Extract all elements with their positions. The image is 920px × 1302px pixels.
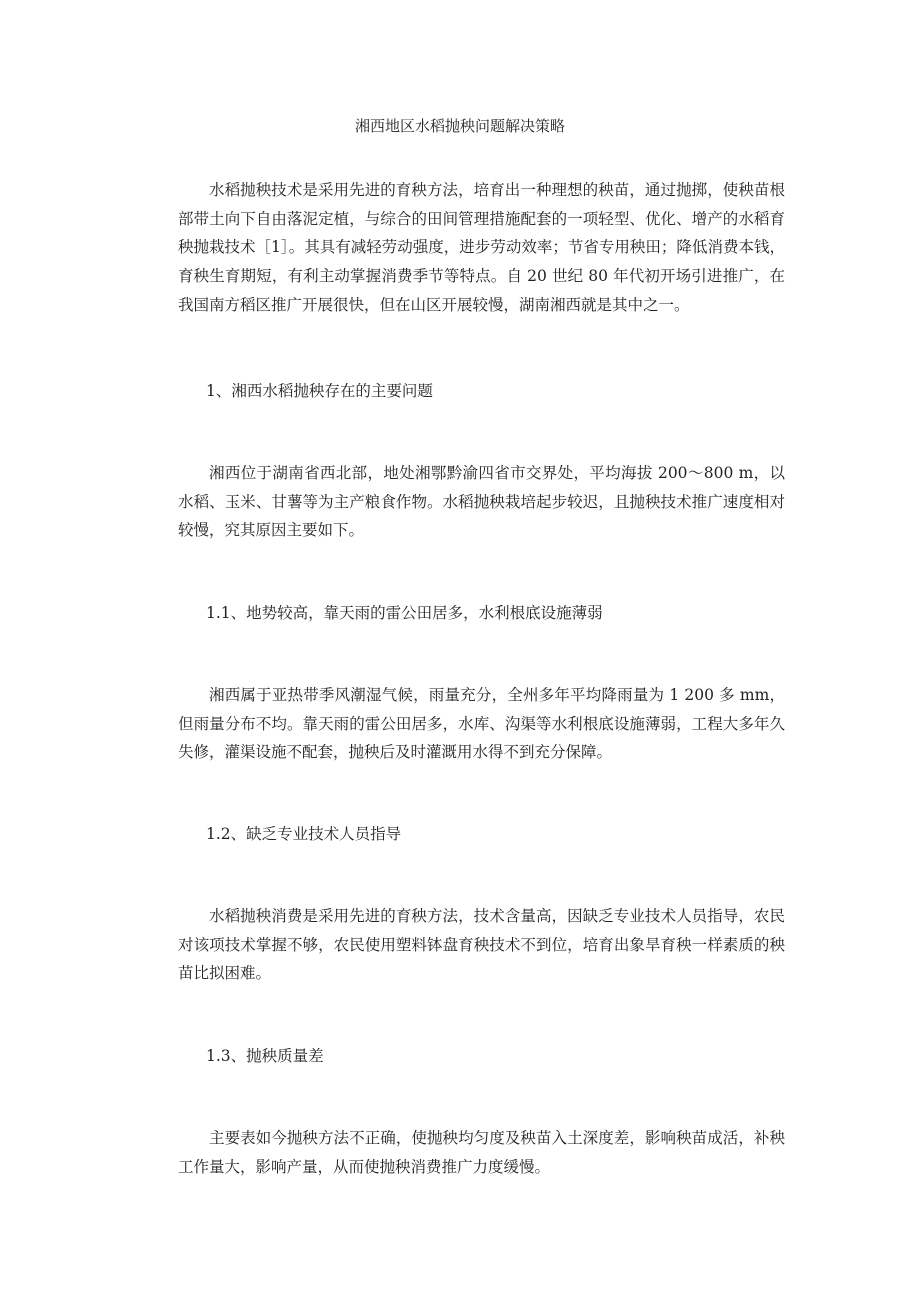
section-heading-1-2: 1.2、缺乏专业技术人员指导: [206, 825, 402, 843]
section-heading-1-3: 1.3、抛秧质量差: [206, 1047, 324, 1065]
section-1-2-paragraph: 水稻抛秧消费是采用先进的育秧方法，技术含量高，因缺乏专业技术人员指导，农民对该项技术掌握不够，农民使用塑料钵盘育秧技术不到位，培育出象旱育秧一样素质的秧苗比拟困难。: [178, 907, 785, 983]
intro-paragraph: 水稻抛秧技术是采用先进的育秧方法，培育出一种理想的秧苗，通过抛掷，使秧苗根部带土向下自由落泥定植，与综合的田间管理措施配套的一项轻型、优化、增产的水稻育秧抛栽技术［1］。其具有减轻劳动强度，进步劳动效率；节省专用秧田；降低消费本钱，育秧生育期短，有利主动掌握消费季节等特点。自 20 世纪 80 年代初开场引进推广，在我国南方稻区推广开展很快，但在山区开展较慢，湖南湘西就是其中之一。: [178, 181, 785, 314]
section-1-paragraph: 湘西位于湖南省西北部，地处湘鄂黔渝四省市交界处，平均海拔 200～800 m，以水稻、玉米、甘薯等为主产粮食作物。水稻抛秧栽培起步较迟，且抛秧技术推广速度相对较慢，究其原因主要如下。: [178, 464, 785, 540]
section-heading-1: 1、湘西水稻抛秧存在的主要问题: [206, 382, 433, 400]
section-heading-1-1: 1.1、地势较高，靠天雨的雷公田居多，水利根底设施薄弱: [206, 604, 603, 622]
section-1-1-paragraph: 湘西属于亚热带季风潮湿气候，雨量充分，全州多年平均降雨量为 1 200 多 mm，但雨量分布不均。靠天雨的雷公田居多，水库、沟渠等水利根底设施薄弱，工程大多年久失修，灌渠设施不配套，抛秧后及时灌溉用水得不到充分保障。: [178, 686, 785, 762]
document-title: 湘西地区水稻抛秧问题解决策略: [354, 117, 565, 135]
section-1-3-paragraph: 主要表如今抛秧方法不正确，使抛秧均匀度及秧苗入土深度差，影响秧苗成活，补秧工作量大，影响产量，从而使抛秧消费推广力度缓慢。: [178, 1129, 785, 1176]
